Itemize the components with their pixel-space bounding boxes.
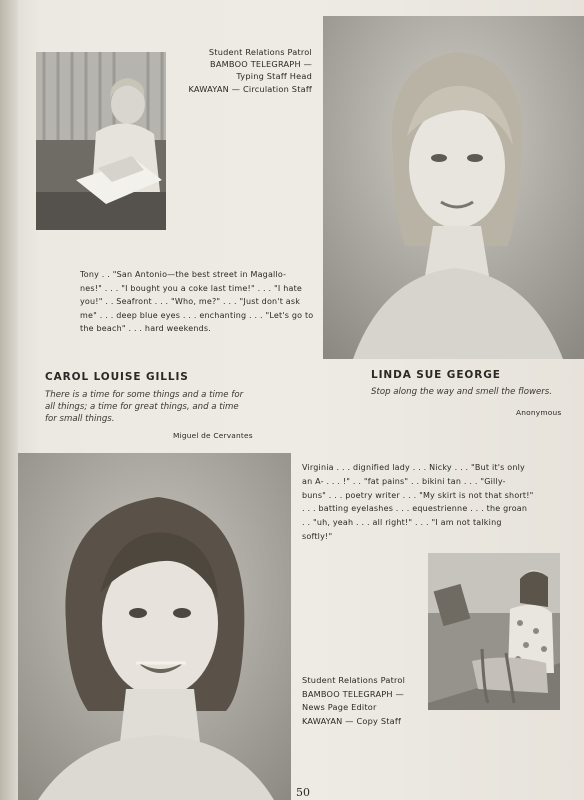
bio-line: . . . batting eyelashes . . . equestrienne . . . the groan bbox=[302, 504, 528, 514]
bio-line: you!" . . Seafront . . . "Who, me?" . . . "Just don't ask bbox=[80, 297, 301, 307]
carol-candid-photo bbox=[36, 52, 166, 230]
linda-name: LINDA SUE GEORGE bbox=[371, 369, 501, 381]
binding-gutter bbox=[0, 0, 18, 800]
bio-line: an A- . . . !" . . "fat pains" . . bikini tan . . . "Gilly- bbox=[302, 476, 506, 486]
quote-line: There is a time for some things and a time for bbox=[45, 390, 244, 400]
page-number: 50 bbox=[296, 786, 310, 799]
bio-line: nes!" . . . "I bought you a coke last time!" . . . "I hate bbox=[80, 283, 303, 293]
carol-quote-author: Miguel de Cervantes bbox=[173, 431, 253, 440]
linda-quote: Stop along the way and smell the flowers. bbox=[371, 387, 553, 397]
quote-line: for small things. bbox=[45, 414, 115, 424]
carol-name: CAROL LOUISE GILLIS bbox=[45, 371, 189, 383]
quote-line: all things; a time for great things, and a time bbox=[45, 402, 239, 412]
virginia-activities bbox=[302, 674, 432, 728]
bio-line: me" . . . deep blue eyes . . . enchanting . . . "Let's go to bbox=[80, 310, 314, 320]
activity-line: KAWAYAN — Circulation Staff bbox=[188, 83, 312, 94]
activity-line: Student Relations Patrol bbox=[302, 675, 406, 685]
activity-line: KAWAYAN — Copy Staff bbox=[302, 715, 402, 726]
bio-line: Virginia . . . dignified lady . . . Nicky . . . "But it's only bbox=[302, 463, 525, 472]
carol-bio bbox=[80, 268, 320, 336]
bio-line: . . "uh, yeah . . . all right!" . . . "I am not talking bbox=[302, 518, 502, 528]
linda-portrait bbox=[323, 16, 584, 359]
bio-line: softly!" bbox=[302, 531, 333, 541]
carol-quote bbox=[45, 389, 285, 425]
activity-line: News Page Editor bbox=[302, 702, 377, 712]
bio-line: buns" . . . poetry writer . . . "My skirt is not that short!" bbox=[302, 490, 534, 500]
linda-quote-author: Anonymous bbox=[516, 408, 562, 417]
virginia-candid-photo bbox=[428, 553, 560, 710]
virginia-bio bbox=[302, 461, 582, 544]
activity-line: Typing Staff Head bbox=[236, 71, 312, 82]
carol-activities bbox=[150, 46, 312, 95]
activity-line: BAMBOO TELEGRAPH — bbox=[302, 688, 404, 699]
activity-line: Student Relations Patrol bbox=[208, 47, 312, 57]
virginia-portrait bbox=[18, 453, 291, 800]
activity-line: BAMBOO TELEGRAPH — bbox=[210, 59, 312, 70]
bio-line: Tony . . "San Antonio—the best street in Magallo- bbox=[80, 270, 287, 279]
bio-line: the beach" . . . hard weekends. bbox=[80, 324, 211, 334]
